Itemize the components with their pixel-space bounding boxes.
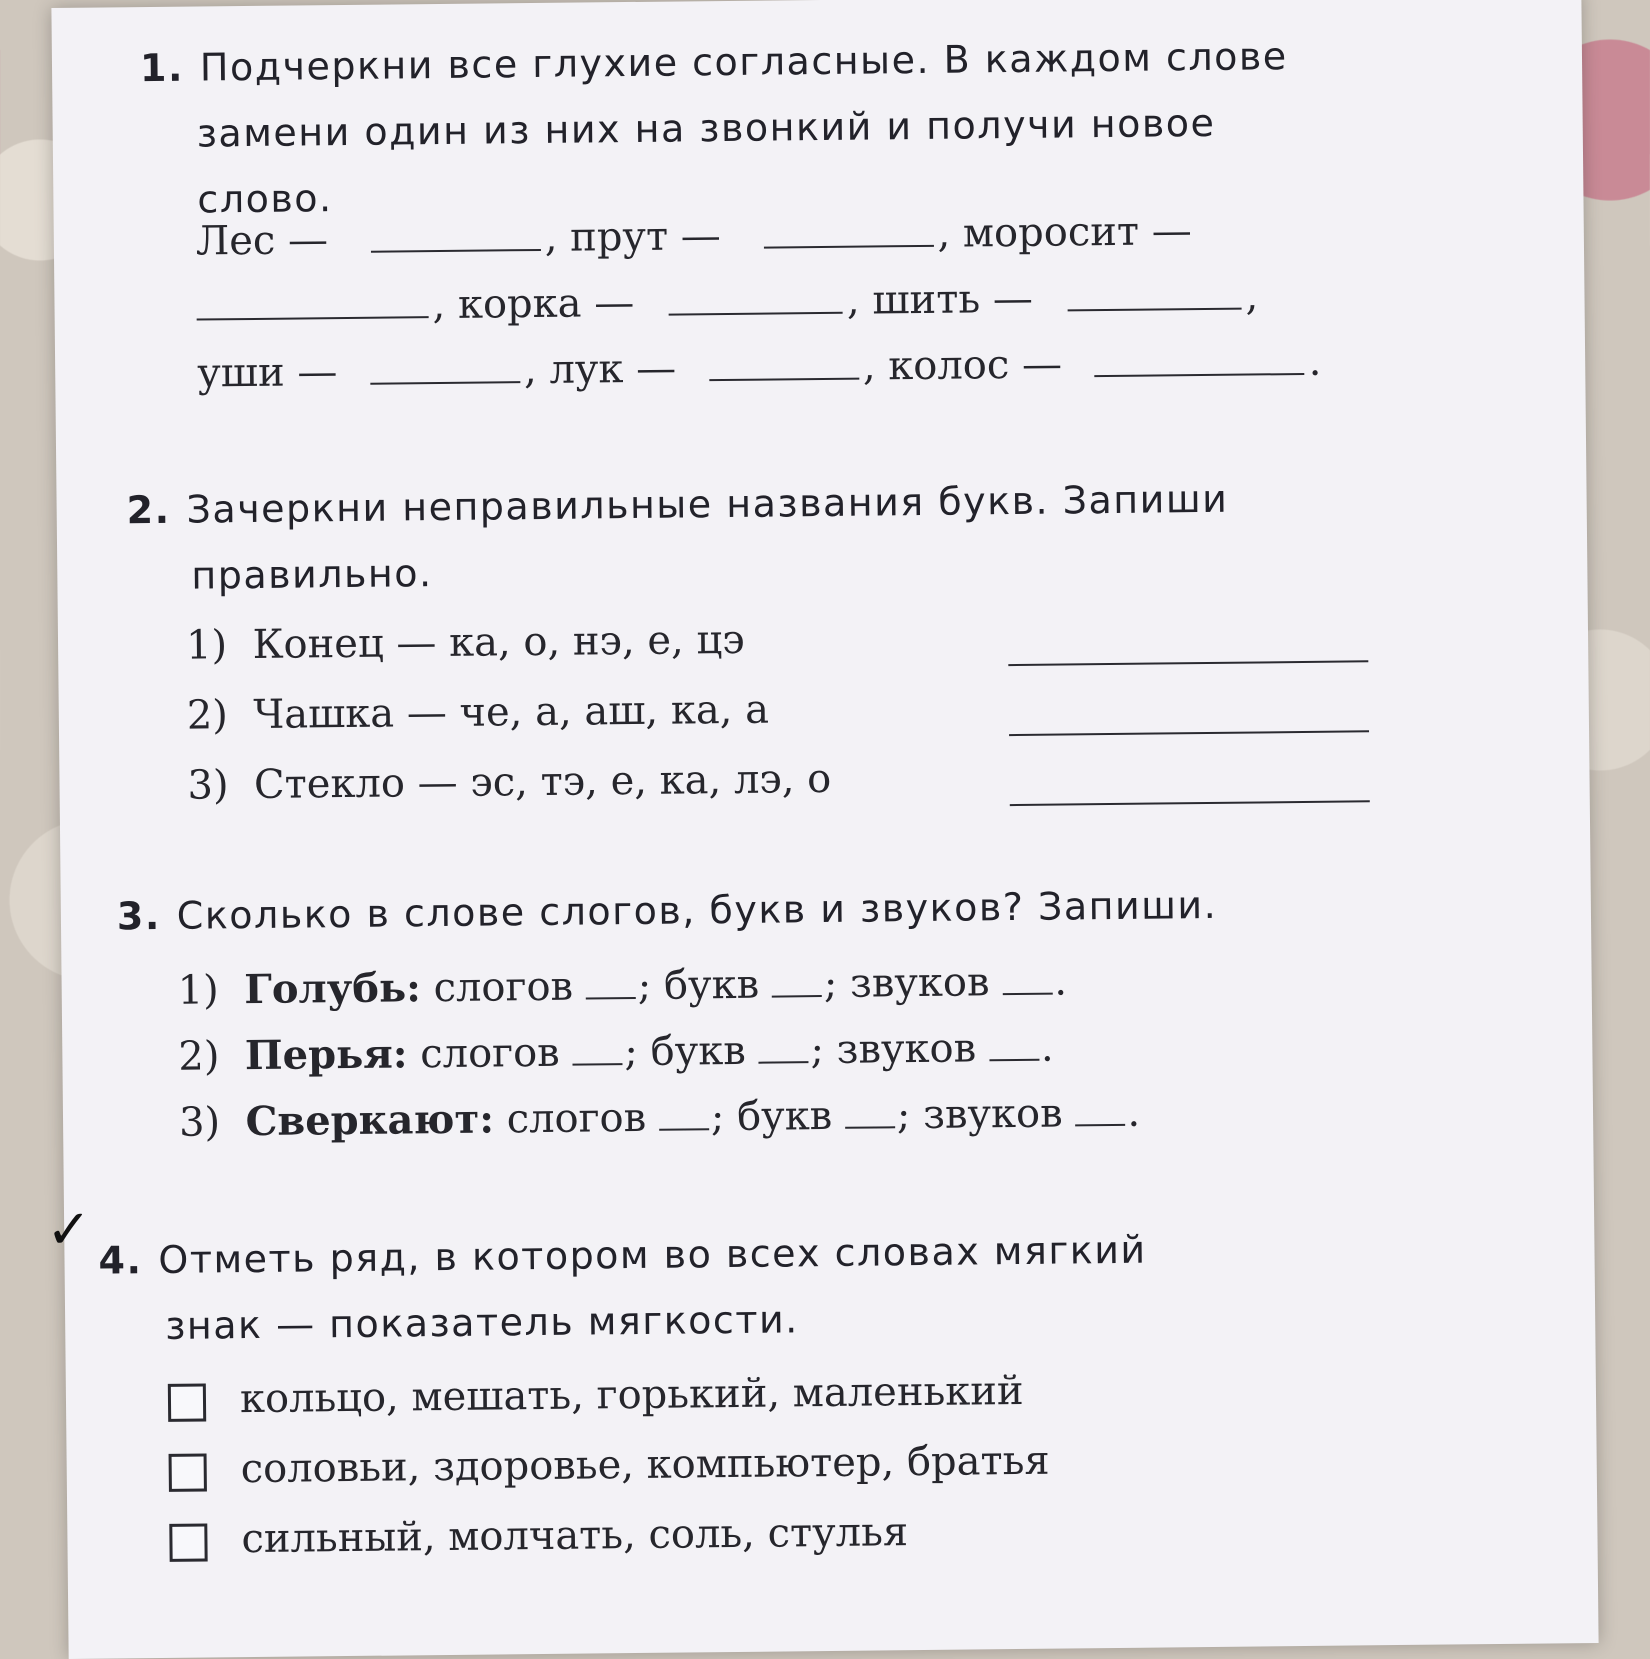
- task1-word-luk: , лук —: [523, 345, 677, 394]
- task1-word-morosit: , моросит —: [937, 208, 1192, 257]
- task4-option-1[interactable]: [168, 1368, 1024, 1423]
- task4-number: 4.: [98, 1238, 143, 1283]
- option-label: кольцо, мешать, горький, маленький: [239, 1367, 1024, 1423]
- task3-text: Сколько в слове слогов, букв и звуков? Запиши.: [176, 882, 1218, 938]
- option-checkbox[interactable]: [168, 1384, 206, 1422]
- task2-item-3: [187, 756, 831, 809]
- label-sounds: звуков: [836, 1025, 977, 1073]
- task4-option-3[interactable]: [169, 1509, 908, 1563]
- answer-blank[interactable]: [370, 347, 520, 385]
- task1-text-line2: замени один из них на звонкий и получи новое: [196, 100, 1216, 156]
- task1-word-korka: , корка —: [432, 279, 635, 329]
- answer-blank[interactable]: [989, 1025, 1039, 1062]
- option-checkbox[interactable]: [169, 1524, 207, 1562]
- answer-blank[interactable]: [1067, 274, 1241, 312]
- task3-item-3: 3) Сверкают: слогов ; букв ; звуков .: [178, 1089, 1141, 1146]
- answer-blank[interactable]: [669, 278, 843, 316]
- task3-number: 3.: [116, 893, 162, 939]
- task2-item-letters: — ка, о, нэ, е, цэ: [396, 616, 745, 667]
- label-syllables: слогов: [433, 963, 574, 1012]
- task4-heading: [98, 1217, 1147, 1360]
- task1-text-line3: слово.: [197, 176, 333, 222]
- task2-item-letters: — эс, тэ, е, ка, лэ, о: [417, 755, 832, 807]
- task2-number: 2.: [126, 487, 171, 533]
- task2-item-word: Конец: [252, 620, 384, 668]
- task1-word-shit: , шить —: [846, 275, 1034, 324]
- answer-blank[interactable]: [709, 344, 859, 382]
- task1-word-les: Лес —: [195, 217, 329, 265]
- task2-item-word: Чашка: [253, 690, 395, 738]
- task1-number: 1.: [139, 45, 185, 91]
- task3-item-word: Перья:: [244, 1030, 408, 1080]
- answer-blank[interactable]: [772, 961, 822, 998]
- task2-answer-line-3[interactable]: [1010, 800, 1370, 806]
- answer-blank[interactable]: [1002, 959, 1052, 996]
- task1-word-ushi: уши —: [196, 349, 338, 397]
- task3-item-number: 1): [177, 967, 219, 1014]
- task1-text-line1: Подчеркни все глухие согласные. В каждом слове: [199, 34, 1288, 90]
- task2-text-line1: Зачеркни неправильные названия букв. Запиши: [186, 476, 1229, 532]
- task4-option-2[interactable]: [168, 1438, 1049, 1493]
- task1-words-row1: [196, 208, 1192, 264]
- task1-words-row2: [196, 273, 1258, 330]
- label-syllables: слогов: [506, 1094, 647, 1143]
- task2-item-number: 3): [187, 762, 229, 809]
- task1-words-row3: [197, 339, 1322, 397]
- task2-item-number: 2): [186, 692, 229, 739]
- option-checkbox[interactable]: [169, 1454, 207, 1492]
- task2-answer-line-2[interactable]: [1009, 730, 1369, 736]
- task3-item-number: 2): [178, 1033, 220, 1080]
- answer-blank[interactable]: [845, 1092, 895, 1129]
- task2-item-1: [186, 617, 745, 669]
- task2-answer-line-1[interactable]: [1008, 660, 1368, 666]
- answer-blank[interactable]: [586, 963, 636, 1000]
- answer-blank[interactable]: [370, 215, 540, 253]
- task3-item-1: 1) Голубь: слогов ; букв ; звуков .: [177, 958, 1068, 1014]
- answer-blank[interactable]: [1094, 339, 1304, 377]
- label-sounds: звуков: [849, 959, 990, 1007]
- option-label: соловьи, здоровье, компьютер, братья: [240, 1437, 1050, 1493]
- task4-text-line1: Отметь ряд, в котором во всех словах мягкий: [158, 1227, 1147, 1283]
- label-syllables: слогов: [420, 1029, 560, 1078]
- worksheet-page: [45, 0, 1598, 1659]
- task2-text-line2: правильно.: [191, 551, 433, 598]
- answer-blank[interactable]: [196, 282, 428, 320]
- answer-blank[interactable]: [763, 211, 933, 249]
- task2-item-2: [187, 687, 770, 739]
- task1-word-kolos: , колос —: [862, 341, 1063, 390]
- task3-heading: [117, 872, 1218, 950]
- task3-item-number: 3): [178, 1099, 221, 1146]
- task2-item-word: Стекло: [253, 760, 406, 808]
- answer-blank[interactable]: [758, 1027, 808, 1064]
- task3-item-2: 2) Перья: слогов ; букв ; звуков .: [178, 1024, 1054, 1080]
- task1-heading: [140, 23, 1290, 233]
- task1-word-prut: , прут —: [544, 213, 722, 261]
- task3-item-word: Сверкают:: [245, 1095, 495, 1146]
- answer-blank[interactable]: [659, 1094, 709, 1131]
- option-label: сильный, молчать, соль, стулья: [241, 1509, 909, 1563]
- checkmark-icon: ✓: [45, 1197, 92, 1262]
- label-sounds: звуков: [922, 1090, 1063, 1138]
- answer-blank[interactable]: [1075, 1090, 1125, 1127]
- task4-text-line2: знак — показатель мягкости.: [164, 1297, 799, 1348]
- task2-heading: [126, 466, 1229, 610]
- label-letters: букв: [650, 1027, 746, 1075]
- answer-blank[interactable]: [572, 1029, 622, 1066]
- label-letters: букв: [736, 1092, 833, 1140]
- task2-item-number: 1): [185, 622, 228, 669]
- task1-period: .: [1308, 338, 1322, 385]
- task2-item-letters: — че, а, аш, ка, а: [406, 686, 770, 737]
- task3-item-word: Голубь:: [243, 964, 422, 1014]
- task1-comma: ,: [1245, 273, 1259, 320]
- label-letters: букв: [663, 961, 760, 1009]
